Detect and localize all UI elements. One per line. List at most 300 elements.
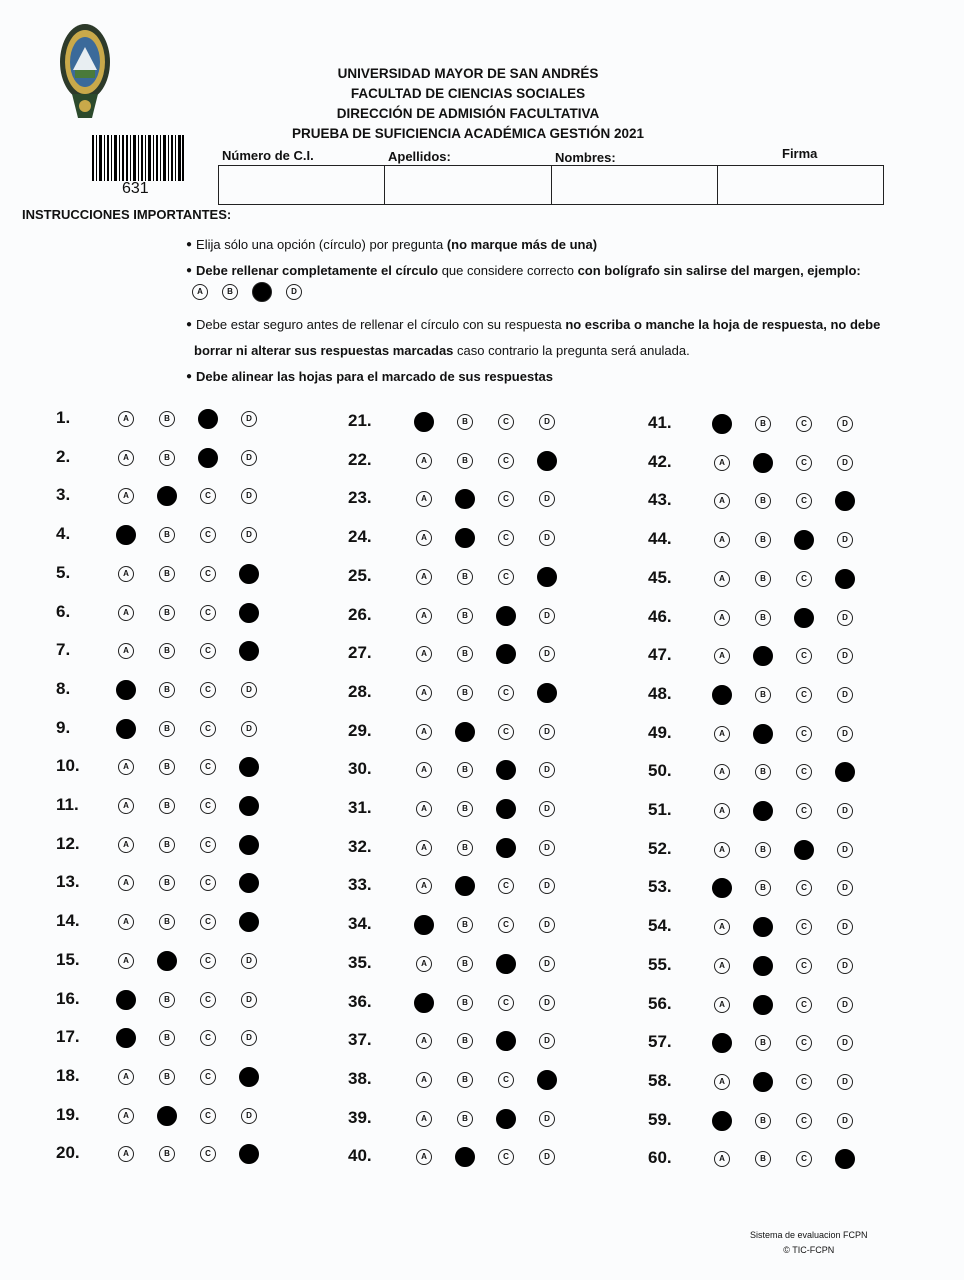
answer-bubble-q52-d[interactable]: D: [837, 842, 853, 858]
answer-bubble-q55-b-filled[interactable]: [753, 956, 773, 976]
answer-bubble-q53-b[interactable]: B: [755, 880, 771, 896]
question-number: 5.: [56, 562, 71, 582]
answer-bubble-q19-c[interactable]: C: [200, 1108, 216, 1124]
answer-bubble-q48-a-filled[interactable]: [712, 685, 732, 705]
question-number: 40.: [348, 1146, 372, 1166]
answer-bubble-q20-b[interactable]: B: [159, 1146, 175, 1162]
answer-bubble-q24-c[interactable]: C: [498, 530, 514, 546]
answer-bubble-q42-c[interactable]: C: [796, 455, 812, 471]
answer-bubble-q18-a[interactable]: A: [118, 1069, 134, 1085]
answer-bubble-q54-a[interactable]: A: [714, 919, 730, 935]
answer-bubble-q57-d[interactable]: D: [837, 1035, 853, 1051]
answer-bubble-q39-b[interactable]: B: [457, 1111, 473, 1127]
answer-bubble-q45-c[interactable]: C: [796, 571, 812, 587]
answer-bubble-q35-a[interactable]: A: [416, 956, 432, 972]
university-seal-logo: [58, 22, 112, 122]
answer-bubble-q38-c[interactable]: C: [498, 1072, 514, 1088]
answer-bubble-q32-b[interactable]: B: [457, 840, 473, 856]
answer-bubble-q37-a[interactable]: A: [416, 1033, 432, 1049]
answer-bubble-q31-a[interactable]: A: [416, 801, 432, 817]
answer-bubble-q17-b[interactable]: B: [159, 1030, 175, 1046]
answer-bubble-q3-a[interactable]: A: [118, 488, 134, 504]
question-number: 30.: [348, 759, 372, 779]
answer-bubble-q43-c[interactable]: C: [796, 493, 812, 509]
answer-bubble-q53-a-filled[interactable]: [712, 878, 732, 898]
answer-bubble-q48-b[interactable]: B: [755, 687, 771, 703]
answer-bubble-q55-a[interactable]: A: [714, 958, 730, 974]
answer-bubble-q9-c[interactable]: C: [200, 721, 216, 737]
answer-bubble-q10-c[interactable]: C: [200, 759, 216, 775]
question-number: 58.: [648, 1070, 672, 1090]
answer-bubble-q49-c[interactable]: C: [796, 726, 812, 742]
answer-bubble-q28-a[interactable]: A: [416, 685, 432, 701]
answer-bubble-q2-d[interactable]: D: [241, 450, 257, 466]
apellidos-label: Apellidos:: [388, 149, 451, 164]
answer-bubble-q51-d[interactable]: D: [837, 803, 853, 819]
answer-bubble-q41-d[interactable]: D: [837, 416, 853, 432]
answer-bubble-q60-b[interactable]: B: [755, 1151, 771, 1167]
answer-bubble-q57-a-filled[interactable]: [712, 1033, 732, 1053]
answer-bubble-q54-c[interactable]: C: [796, 919, 812, 935]
answer-bubble-q17-d[interactable]: D: [241, 1030, 257, 1046]
answer-bubble-q12-c[interactable]: C: [200, 837, 216, 853]
answer-bubble-q23-b-filled[interactable]: [455, 489, 475, 509]
answer-bubble-q60-d-filled[interactable]: [835, 1149, 855, 1169]
answer-bubble-q21-a-filled[interactable]: [414, 412, 434, 432]
answer-bubble-q28-c[interactable]: C: [498, 685, 514, 701]
answer-bubble-q7-d-filled[interactable]: [239, 641, 259, 661]
answer-bubble-q57-b[interactable]: B: [755, 1035, 771, 1051]
example-bubble-b: B: [222, 284, 238, 300]
answer-bubble-q50-d-filled[interactable]: [835, 762, 855, 782]
answer-bubble-q53-c[interactable]: C: [796, 880, 812, 896]
answer-bubble-q43-d-filled[interactable]: [835, 491, 855, 511]
example-bubble-d: D: [286, 284, 302, 300]
answer-bubble-q50-b[interactable]: B: [755, 764, 771, 780]
answer-bubble-q35-b[interactable]: B: [457, 956, 473, 972]
answer-bubble-q59-d[interactable]: D: [837, 1113, 853, 1129]
answer-bubble-q13-d-filled[interactable]: [239, 873, 259, 893]
answer-bubble-q42-b-filled[interactable]: [753, 453, 773, 473]
answer-bubble-q32-c-filled[interactable]: [496, 838, 516, 858]
answer-bubble-q59-b[interactable]: B: [755, 1113, 771, 1129]
answer-bubble-q52-c-filled[interactable]: [794, 840, 814, 860]
question-number: 3.: [56, 485, 71, 505]
answer-bubble-q38-d-filled[interactable]: [537, 1070, 557, 1090]
answer-bubble-q49-b-filled[interactable]: [753, 724, 773, 744]
answer-bubble-q11-d-filled[interactable]: [239, 796, 259, 816]
question-number: 54.: [648, 916, 672, 936]
question-number: 51.: [648, 800, 672, 819]
answer-bubble-q45-b[interactable]: B: [755, 571, 771, 587]
answer-bubble-q58-d[interactable]: D: [837, 1074, 853, 1090]
answer-bubble-q16-b[interactable]: B: [159, 992, 175, 1008]
answer-bubble-q6-c[interactable]: C: [200, 605, 216, 621]
answer-bubble-q18-b[interactable]: B: [159, 1069, 175, 1085]
question-number: 33.: [348, 875, 372, 895]
question-number: 44.: [648, 529, 672, 549]
answer-bubble-q16-c[interactable]: C: [200, 992, 216, 1008]
answer-bubble-q22-d-filled[interactable]: [537, 451, 557, 471]
instructions-title: INSTRUCCIONES IMPORTANTES:: [22, 207, 232, 222]
answer-bubble-q6-d-filled[interactable]: [239, 603, 259, 623]
answer-bubble-q25-a[interactable]: A: [416, 569, 432, 585]
answer-bubble-q27-a[interactable]: A: [416, 646, 432, 662]
answer-bubble-q44-a[interactable]: A: [714, 532, 730, 548]
answer-bubble-q39-d[interactable]: D: [539, 1111, 555, 1127]
answer-bubble-q32-d[interactable]: D: [539, 840, 555, 856]
answer-bubble-q14-c[interactable]: C: [200, 914, 216, 930]
answer-bubble-q39-c-filled[interactable]: [496, 1109, 516, 1129]
answer-bubble-q8-a-filled[interactable]: [116, 680, 136, 700]
answer-bubble-q1-a[interactable]: A: [118, 411, 134, 427]
answer-bubble-q2-b[interactable]: B: [159, 450, 175, 466]
question-number: 49.: [648, 722, 672, 742]
answer-bubble-q18-d-filled[interactable]: [239, 1067, 259, 1087]
answer-bubble-q46-d[interactable]: D: [837, 610, 853, 626]
question-number: 50.: [648, 761, 672, 781]
question-number: 7.: [56, 640, 71, 660]
answer-bubble-q25-b[interactable]: B: [457, 569, 473, 585]
answer-bubble-q24-b-filled[interactable]: [455, 528, 475, 548]
answer-bubble-q16-a-filled[interactable]: [116, 990, 136, 1010]
answer-bubble-q40-a[interactable]: A: [416, 1149, 432, 1165]
question-number: 57.: [648, 1032, 672, 1052]
answer-bubble-q46-b[interactable]: B: [755, 610, 771, 626]
answer-bubble-q15-d[interactable]: D: [241, 953, 257, 969]
answer-bubble-q55-c[interactable]: C: [796, 958, 812, 974]
question-number: 21.: [348, 411, 372, 430]
answer-bubble-q27-b[interactable]: B: [457, 646, 473, 662]
answer-bubble-q27-c-filled[interactable]: [496, 644, 516, 664]
answer-bubble-q13-c[interactable]: C: [200, 875, 216, 891]
apellidos-field[interactable]: [385, 166, 551, 204]
example-bubble-c-filled: [252, 282, 272, 302]
answer-bubble-q3-d[interactable]: D: [241, 488, 257, 504]
answer-bubble-q42-a[interactable]: A: [714, 455, 730, 471]
answer-bubble-q53-d[interactable]: D: [837, 880, 853, 896]
firma-field[interactable]: [718, 166, 883, 204]
answer-bubble-q51-b-filled[interactable]: [753, 801, 773, 821]
answer-bubble-q43-a[interactable]: A: [714, 493, 730, 509]
answer-bubble-q21-c[interactable]: C: [498, 414, 514, 430]
answer-bubble-q54-b-filled[interactable]: [753, 917, 773, 937]
answer-bubble-q11-b[interactable]: B: [159, 798, 175, 814]
answer-bubble-q58-b-filled[interactable]: [753, 1072, 773, 1092]
answer-bubble-q39-a[interactable]: A: [416, 1111, 432, 1127]
question-number: 56.: [648, 993, 672, 1013]
answer-bubble-q49-a[interactable]: A: [714, 726, 730, 742]
answer-bubble-q47-a[interactable]: A: [714, 648, 730, 664]
ci-field[interactable]: [219, 166, 385, 204]
answer-bubble-q40-b-filled[interactable]: [455, 1147, 475, 1167]
answer-bubble-q33-c[interactable]: C: [498, 878, 514, 894]
question-number: 22.: [348, 449, 372, 469]
answer-bubble-q40-c[interactable]: C: [498, 1149, 514, 1165]
answer-bubble-q26-b[interactable]: B: [457, 608, 473, 624]
answer-bubble-q51-c[interactable]: C: [796, 803, 812, 819]
answer-bubble-q1-c-filled[interactable]: [198, 409, 218, 429]
answer-bubble-q34-c[interactable]: C: [498, 917, 514, 933]
example-bubble-a: A: [192, 284, 208, 300]
answer-bubble-q35-c-filled[interactable]: [496, 954, 516, 974]
answer-bubble-q5-d-filled[interactable]: [239, 564, 259, 584]
answer-bubble-q4-d[interactable]: D: [241, 527, 257, 543]
answer-bubble-q55-d[interactable]: D: [837, 958, 853, 974]
answer-bubble-q57-c[interactable]: C: [796, 1035, 812, 1051]
faculty-name: FACULTAD DE CIENCIAS SOCIALES: [350, 86, 586, 101]
answer-bubble-q13-b[interactable]: B: [159, 875, 175, 891]
answer-bubble-q30-a[interactable]: A: [416, 762, 432, 778]
answer-bubble-q38-b[interactable]: B: [457, 1072, 473, 1088]
answer-bubble-q8-c[interactable]: C: [200, 682, 216, 698]
answer-bubble-q1-b[interactable]: B: [159, 411, 175, 427]
answer-bubble-q23-d[interactable]: D: [539, 491, 555, 507]
answer-bubble-q9-d[interactable]: D: [241, 721, 257, 737]
instruction-2: ● Debe rellenar completamente el círculo que considere correcto con bolígrafo sin salirse del margen, ejemplo:: [186, 263, 861, 278]
answer-bubble-q36-d[interactable]: D: [539, 995, 555, 1011]
answer-bubble-q56-c[interactable]: C: [796, 997, 812, 1013]
answer-bubble-q31-d[interactable]: D: [539, 801, 555, 817]
answer-bubble-q3-c[interactable]: C: [200, 488, 216, 504]
answer-bubble-q56-d[interactable]: D: [837, 997, 853, 1013]
answer-bubble-q34-b[interactable]: B: [457, 917, 473, 933]
answer-bubble-q19-b-filled[interactable]: [157, 1106, 177, 1126]
answer-bubble-q48-d[interactable]: D: [837, 687, 853, 703]
footer-system: Sistema de evaluacion FCPN: [750, 1230, 868, 1240]
answer-bubble-q46-c-filled[interactable]: [794, 608, 814, 628]
answer-bubble-q59-a-filled[interactable]: [712, 1111, 732, 1131]
answer-bubble-q19-a[interactable]: A: [118, 1108, 134, 1124]
answer-bubble-q12-a[interactable]: A: [118, 837, 134, 853]
answer-bubble-q8-b[interactable]: B: [159, 682, 175, 698]
answer-bubble-q26-d[interactable]: D: [539, 608, 555, 624]
answer-bubble-q20-a[interactable]: A: [118, 1146, 134, 1162]
answer-bubble-q26-c-filled[interactable]: [496, 606, 516, 626]
answer-bubble-q37-c-filled[interactable]: [496, 1031, 516, 1051]
answer-bubble-q50-a[interactable]: A: [714, 764, 730, 780]
question-number: 13.: [56, 872, 80, 892]
answer-bubble-q9-a-filled[interactable]: [116, 719, 136, 739]
answer-bubble-q31-b[interactable]: B: [457, 801, 473, 817]
question-number: 15.: [56, 949, 80, 969]
answer-bubble-q47-c[interactable]: C: [796, 648, 812, 664]
answer-bubble-q46-a[interactable]: A: [714, 610, 730, 626]
answer-bubble-q22-b[interactable]: B: [457, 453, 473, 469]
answer-bubble-q4-c[interactable]: C: [200, 527, 216, 543]
answer-bubble-q7-b[interactable]: B: [159, 643, 175, 659]
answer-bubble-q22-c[interactable]: C: [498, 453, 514, 469]
answer-bubble-q25-d-filled[interactable]: [537, 567, 557, 587]
answer-bubble-q25-c[interactable]: C: [498, 569, 514, 585]
answer-bubble-q37-d[interactable]: D: [539, 1033, 555, 1049]
answer-bubble-q10-b[interactable]: B: [159, 759, 175, 775]
answer-bubble-q51-a[interactable]: A: [714, 803, 730, 819]
answer-bubble-q18-c[interactable]: C: [200, 1069, 216, 1085]
answer-bubble-q14-a[interactable]: A: [118, 914, 134, 930]
question-number: 34.: [348, 914, 372, 934]
question-number: 19.: [56, 1104, 80, 1124]
answer-bubble-q52-a[interactable]: A: [714, 842, 730, 858]
answer-bubble-q32-a[interactable]: A: [416, 840, 432, 856]
answer-bubble-q6-a[interactable]: A: [118, 605, 134, 621]
answer-bubble-q23-a[interactable]: A: [416, 491, 432, 507]
answer-bubble-q44-b[interactable]: B: [755, 532, 771, 548]
question-number: 9.: [56, 717, 71, 737]
question-number: 32.: [348, 836, 372, 856]
answer-bubble-q52-b[interactable]: B: [755, 842, 771, 858]
answer-bubble-q6-b[interactable]: B: [159, 605, 175, 621]
answer-bubble-q34-a-filled[interactable]: [414, 915, 434, 935]
answer-bubble-q14-b[interactable]: B: [159, 914, 175, 930]
answer-bubble-q12-d-filled[interactable]: [239, 835, 259, 855]
answer-bubble-q15-a[interactable]: A: [118, 953, 134, 969]
ci-label: Número de C.I.: [222, 148, 314, 163]
question-number: 43.: [648, 490, 672, 510]
answer-bubble-q5-a[interactable]: A: [118, 566, 134, 582]
answer-bubble-q9-b[interactable]: B: [159, 721, 175, 737]
answer-bubble-q44-c-filled[interactable]: [794, 530, 814, 550]
answer-bubble-q5-c[interactable]: C: [200, 566, 216, 582]
question-number: 10.: [56, 756, 80, 776]
question-number: 11.: [56, 795, 79, 814]
question-number: 59.: [648, 1109, 672, 1129]
answer-bubble-q7-c[interactable]: C: [200, 643, 216, 659]
answer-bubble-q58-c[interactable]: C: [796, 1074, 812, 1090]
answer-bubble-q7-a[interactable]: A: [118, 643, 134, 659]
answer-bubble-q20-d-filled[interactable]: [239, 1144, 259, 1164]
university-name: UNIVERSIDAD MAYOR DE SAN ANDRÉS: [337, 66, 599, 81]
answer-bubble-q56-b-filled[interactable]: [753, 995, 773, 1015]
question-number: 31.: [348, 798, 372, 817]
answer-bubble-q5-b[interactable]: B: [159, 566, 175, 582]
answer-bubble-q35-d[interactable]: D: [539, 956, 555, 972]
answer-bubble-q30-d[interactable]: D: [539, 762, 555, 778]
footer: [750, 1228, 868, 1258]
answer-bubble-q59-c[interactable]: C: [796, 1113, 812, 1129]
answer-bubble-q23-c[interactable]: C: [498, 491, 514, 507]
question-number: 2.: [56, 446, 71, 466]
answer-bubble-q29-c[interactable]: C: [498, 724, 514, 740]
answer-bubble-q40-d[interactable]: D: [539, 1149, 555, 1165]
answer-bubble-q31-c-filled[interactable]: [496, 799, 516, 819]
answer-bubble-q50-c[interactable]: C: [796, 764, 812, 780]
answer-bubble-q4-a-filled[interactable]: [116, 525, 136, 545]
answer-bubble-q56-a[interactable]: A: [714, 997, 730, 1013]
question-number: 45.: [648, 567, 672, 587]
answer-bubble-q1-d[interactable]: D: [241, 411, 257, 427]
answer-bubble-q43-b[interactable]: B: [755, 493, 771, 509]
answer-bubble-q60-c[interactable]: C: [796, 1151, 812, 1167]
answer-bubble-q27-d[interactable]: D: [539, 646, 555, 662]
answer-bubble-q34-d[interactable]: D: [539, 917, 555, 933]
answer-bubble-q17-c[interactable]: C: [200, 1030, 216, 1046]
answer-bubble-q2-a[interactable]: A: [118, 450, 134, 466]
instruction-1: ● Elija sólo una opción (círculo) por pregunta (no marque más de una): [186, 237, 598, 252]
answer-bubble-q20-c[interactable]: C: [200, 1146, 216, 1162]
question-number: 20.: [56, 1143, 80, 1163]
answer-bubble-q30-c-filled[interactable]: [496, 760, 516, 780]
answer-bubble-q36-a-filled[interactable]: [414, 993, 434, 1013]
instruction-4: ● Debe alinear las hojas para el marcado de sus respuestas: [186, 369, 553, 384]
answer-bubble-q48-c[interactable]: C: [796, 687, 812, 703]
answer-bubble-q45-d-filled[interactable]: [835, 569, 855, 589]
answer-bubble-q47-d[interactable]: D: [837, 648, 853, 664]
answer-bubble-q41-b[interactable]: B: [755, 416, 771, 432]
answer-bubble-q44-d[interactable]: D: [837, 532, 853, 548]
answer-bubble-q36-c[interactable]: C: [498, 995, 514, 1011]
answer-bubble-q29-d[interactable]: D: [539, 724, 555, 740]
question-number: 37.: [348, 1030, 372, 1050]
answer-bubble-q45-a[interactable]: A: [714, 571, 730, 587]
question-number: 14.: [56, 911, 80, 931]
answer-bubble-q28-d-filled[interactable]: [537, 683, 557, 703]
answer-bubble-q10-a[interactable]: A: [118, 759, 134, 775]
answer-bubble-q26-a[interactable]: A: [416, 608, 432, 624]
answer-bubble-q10-d-filled[interactable]: [239, 757, 259, 777]
answer-bubble-q60-a[interactable]: A: [714, 1151, 730, 1167]
answer-bubble-q11-c[interactable]: C: [200, 798, 216, 814]
answer-bubble-q4-b[interactable]: B: [159, 527, 175, 543]
answer-bubble-q15-b-filled[interactable]: [157, 951, 177, 971]
answer-bubble-q36-b[interactable]: B: [457, 995, 473, 1011]
answer-bubble-q16-d[interactable]: D: [241, 992, 257, 1008]
question-number: 18.: [56, 1065, 80, 1085]
answer-bubble-q33-b-filled[interactable]: [455, 876, 475, 896]
answer-bubble-q37-b[interactable]: B: [457, 1033, 473, 1049]
answer-bubble-q13-a[interactable]: A: [118, 875, 134, 891]
answer-bubble-q21-d[interactable]: D: [539, 414, 555, 430]
department-name: DIRECCIÓN DE ADMISIÓN FACULTATIVA: [336, 106, 600, 121]
answer-bubble-q2-c-filled[interactable]: [198, 448, 218, 468]
question-number: 27.: [348, 643, 372, 663]
exam-title: PRUEBA DE SUFICIENCIA ACADÉMICA GESTIÓN 2021: [291, 126, 645, 141]
answer-bubble-q47-b-filled[interactable]: [753, 646, 773, 666]
answer-bubble-q17-a-filled[interactable]: [116, 1028, 136, 1048]
example-bubbles: [192, 282, 302, 302]
answer-bubble-q15-c[interactable]: C: [200, 953, 216, 969]
question-number: 23.: [348, 488, 372, 508]
answer-bubble-q58-a[interactable]: A: [714, 1074, 730, 1090]
answer-bubble-q29-a[interactable]: A: [416, 724, 432, 740]
answer-bubble-q38-a[interactable]: A: [416, 1072, 432, 1088]
answer-bubble-q22-a[interactable]: A: [416, 453, 432, 469]
question-number: 48.: [648, 683, 672, 703]
answer-bubble-q8-d[interactable]: D: [241, 682, 257, 698]
answer-bubble-q21-b[interactable]: B: [457, 414, 473, 430]
question-number: 38.: [348, 1068, 372, 1088]
answer-bubble-q33-a[interactable]: A: [416, 878, 432, 894]
answer-bubble-q24-d[interactable]: D: [539, 530, 555, 546]
answer-bubble-q54-d[interactable]: D: [837, 919, 853, 935]
answer-bubble-q11-a[interactable]: A: [118, 798, 134, 814]
answer-bubble-q14-d-filled[interactable]: [239, 912, 259, 932]
answer-bubble-q28-b[interactable]: B: [457, 685, 473, 701]
answer-bubble-q3-b-filled[interactable]: [157, 486, 177, 506]
answer-bubble-q29-b-filled[interactable]: [455, 722, 475, 742]
answer-bubble-q41-c[interactable]: C: [796, 416, 812, 432]
question-number: 41.: [648, 413, 672, 432]
answer-bubble-q12-b[interactable]: B: [159, 837, 175, 853]
answer-bubble-q33-d[interactable]: D: [539, 878, 555, 894]
answer-bubble-q19-d[interactable]: D: [241, 1108, 257, 1124]
answer-bubble-q49-d[interactable]: D: [837, 726, 853, 742]
answer-bubble-q41-a-filled[interactable]: [712, 414, 732, 434]
answer-bubble-q30-b[interactable]: B: [457, 762, 473, 778]
answer-bubble-q24-a[interactable]: A: [416, 530, 432, 546]
nombres-field[interactable]: [552, 166, 718, 204]
answer-bubble-q42-d[interactable]: D: [837, 455, 853, 471]
